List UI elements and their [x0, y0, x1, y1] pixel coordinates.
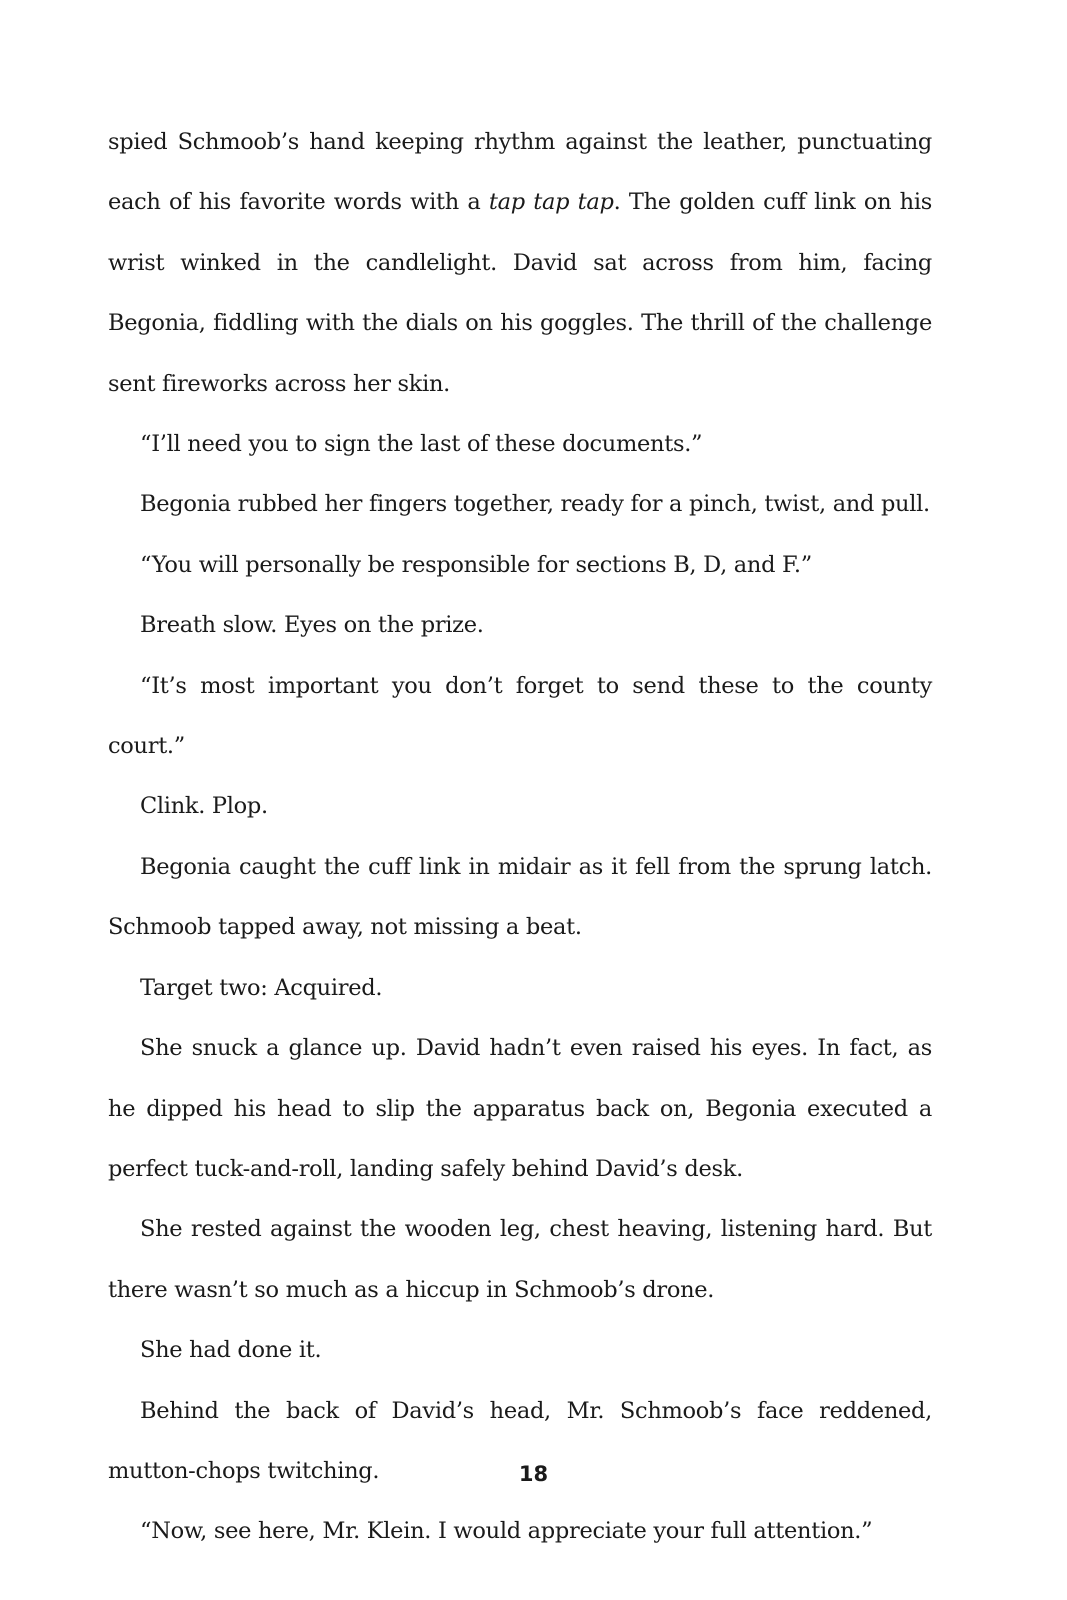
text-run: She rested against the wooden leg, chest heaving, listening hard. But there wasn’t so much as a hiccup in Schmoob’s drone. [108, 1216, 932, 1303]
body-text [108, 112, 932, 1562]
paragraph [108, 1018, 932, 1199]
text-run: Clink. Plop. [140, 793, 268, 820]
text-run: “Now, see here, Mr. Klein. I would appreciate your full attention.” [140, 1518, 873, 1545]
paragraph [108, 112, 932, 414]
text-run: spied Schmoob’s hand keeping rhythm against the leather, punctuating each of his favorite words with a [108, 129, 932, 216]
paragraph [108, 837, 932, 958]
text-run: She snuck a glance up. David hadn’t even raised his eyes. In fact, as he dipped his head to slip the apparatus back on, Begonia executed a perfect tuck-and-roll, landing safely behind David’s desk. [108, 1035, 932, 1182]
text-run: “You will personally be responsible for sections B, D, and F.” [140, 551, 812, 578]
paragraph [108, 414, 932, 474]
paragraph [108, 1320, 932, 1380]
paragraph [108, 595, 932, 655]
text-run: “It’s most important you don’t forget to send these to the county court.” [108, 672, 932, 760]
text-run: Behind the back of David’s head, Mr. Schmoob’s face reddened, mutton-chops twitching. [108, 1397, 932, 1484]
text-run: “I’ll need you to sign the last of these documents.” [140, 431, 703, 458]
text-run: She had done it. [140, 1337, 322, 1364]
paragraph [108, 656, 932, 777]
text-run: Target two: Acquired. [140, 974, 383, 1001]
text-run: Begonia rubbed her fingers together, ready for a pinch, twist, and pull. [140, 491, 930, 518]
text-run: . The golden cuff link on his wrist winked in the candlelight. David sat across from him, facing Begonia, fiddling with the dials on his goggles. The thrill of the challenge sent fireworks across her skin. [108, 189, 933, 397]
italic-text: tap tap tap [488, 189, 614, 216]
text-run: Begonia caught the cuff link in midair as it fell from the sprung latch. Schmoob tapped away, not missing a beat. [108, 853, 932, 941]
text-run: Breath slow. Eyes on the prize. [140, 612, 484, 639]
paragraph [108, 474, 932, 534]
paragraph [108, 776, 932, 836]
paragraph [108, 958, 932, 1018]
paragraph [108, 1199, 932, 1320]
paragraph [108, 535, 932, 595]
paragraph [108, 1501, 932, 1561]
page-number: 18 [518, 1462, 549, 1486]
